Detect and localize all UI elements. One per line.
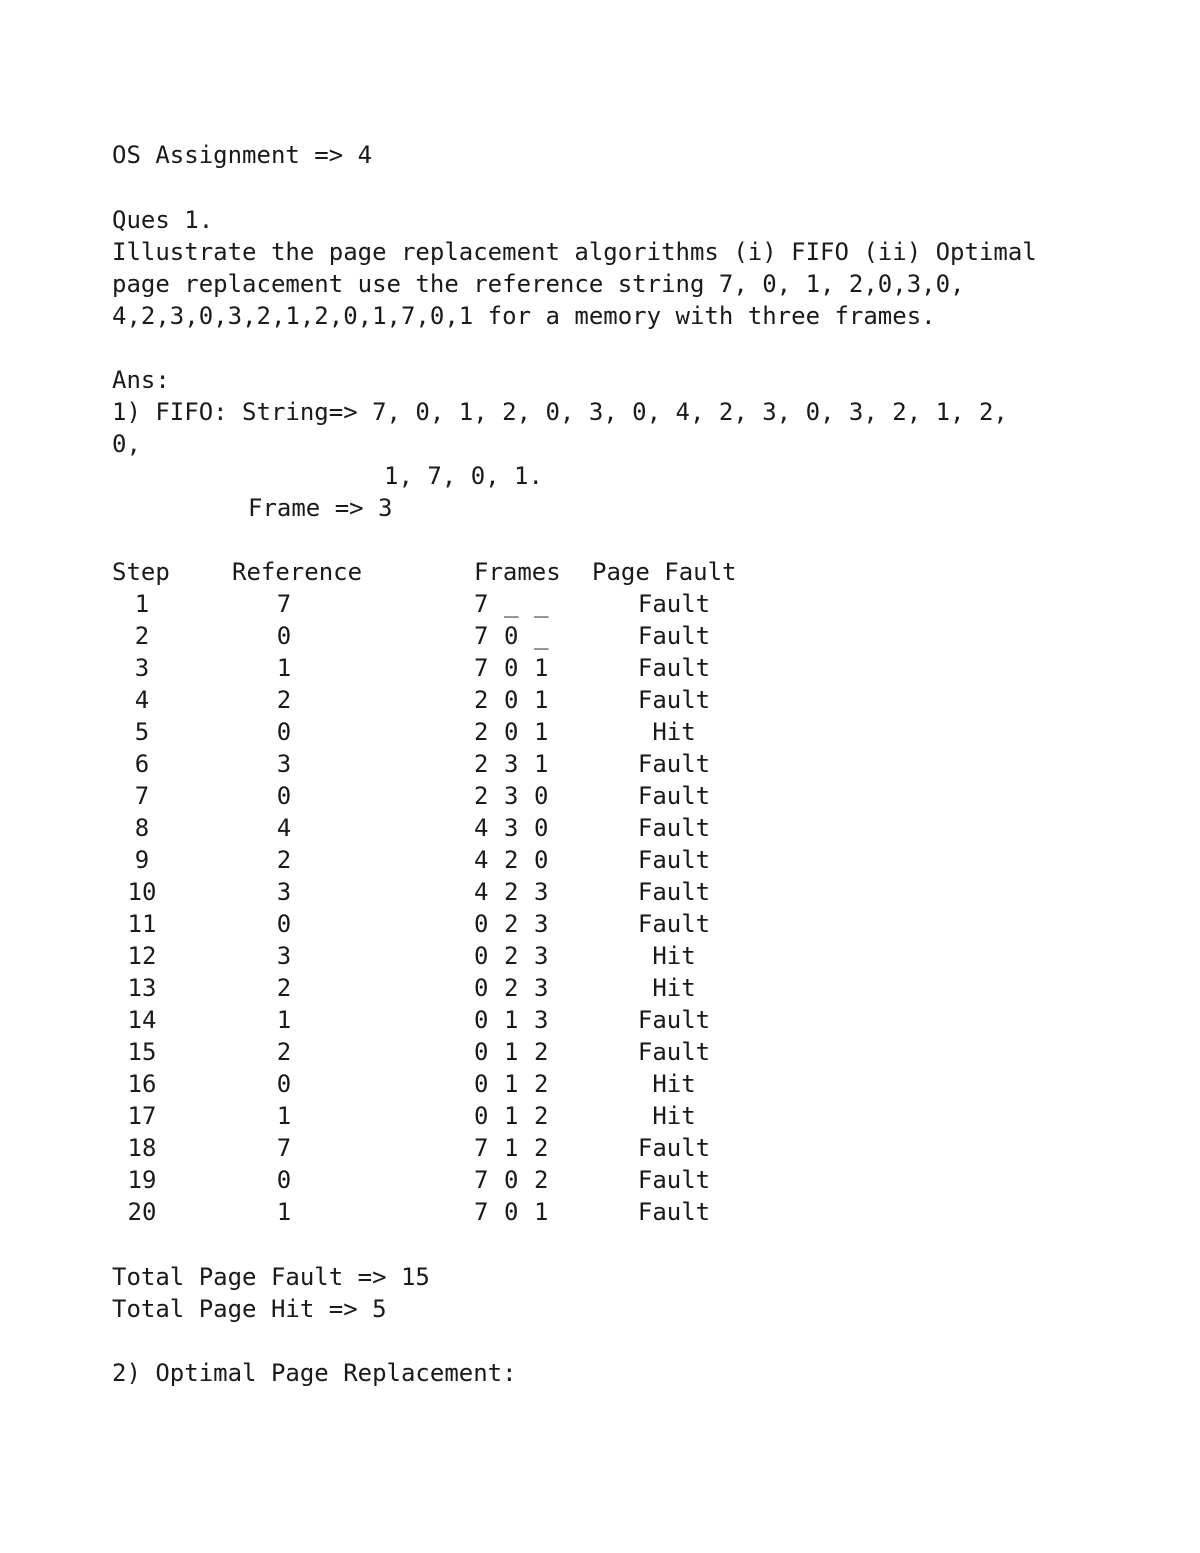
frame-slot: 3 (504, 782, 519, 810)
table-cell-step: 1 (134, 590, 150, 618)
table-cell-step: 4 (134, 686, 150, 714)
table-cell-frames (474, 844, 564, 876)
frame-slot: 0 (504, 718, 519, 746)
frame-slot: 1 (504, 1006, 519, 1034)
table-cell-frames (474, 812, 564, 844)
table-cell-reference: 3 (276, 942, 292, 970)
table-cell-frames (474, 876, 564, 908)
frame-slot: 7 (474, 590, 489, 618)
table-cell-reference: 7 (276, 590, 292, 618)
frame-slot: 2 (474, 718, 489, 746)
frame-slot: 1 (504, 1134, 519, 1162)
frame-slot: 7 (474, 1166, 489, 1194)
table-cell-reference: 0 (276, 1070, 292, 1098)
frame-slot: 3 (504, 814, 519, 842)
frame-slot: 4 (474, 878, 489, 906)
frame-slot: 1 (534, 750, 549, 778)
table-cell-reference: 0 (276, 622, 292, 650)
answer-label: Ans: (112, 366, 170, 394)
frame-slot: 2 (534, 1134, 549, 1162)
total-page-hit: Total Page Hit => 5 (112, 1295, 387, 1323)
table-cell-page-fault: Fault (637, 686, 711, 714)
table-cell-frames (474, 652, 564, 684)
table-cell-reference: 1 (276, 1102, 292, 1130)
frame-slot: 0 (474, 1102, 489, 1130)
table-cell-reference: 4 (276, 814, 292, 842)
table-cell-reference: 3 (276, 750, 292, 778)
frame-slot: 0 (474, 942, 489, 970)
table-cell-frames (474, 940, 564, 972)
table-cell-step: 9 (134, 846, 150, 874)
frame-slot: 2 (504, 942, 519, 970)
frame-slot: 0 (534, 846, 549, 874)
table-cell-page-fault: Fault (637, 1166, 711, 1194)
table-cell-step: 2 (134, 622, 150, 650)
table-cell-frames (474, 780, 564, 812)
table-cell-page-fault: Fault (637, 750, 711, 778)
frame-slot: _ (534, 622, 549, 650)
table-cell-reference: 0 (276, 782, 292, 810)
frame-slot: 1 (504, 1102, 519, 1130)
table-cell-step: 12 (127, 942, 157, 970)
frame-slot: 3 (534, 878, 549, 906)
table-cell-reference: 2 (276, 686, 292, 714)
table-cell-frames (474, 1068, 564, 1100)
table-cell-reference: 2 (276, 1038, 292, 1066)
optimal-heading: 2) Optimal Page Replacement: (112, 1359, 517, 1387)
frame-slot: 7 (474, 622, 489, 650)
table-cell-reference: 7 (276, 1134, 292, 1162)
frame-slot: 2 (474, 750, 489, 778)
table-cell-reference: 1 (276, 1006, 292, 1034)
table-cell-step: 10 (127, 878, 157, 906)
frame-slot: 0 (474, 1006, 489, 1034)
table-header-page-fault: Page Fault (592, 558, 737, 586)
frame-slot: 2 (474, 686, 489, 714)
table-cell-page-fault: Fault (637, 1134, 711, 1162)
table-cell-step: 11 (127, 910, 157, 938)
table-cell-frames (474, 1004, 564, 1036)
total-page-fault: Total Page Fault => 15 (112, 1263, 430, 1291)
table-cell-page-fault: Fault (637, 1198, 711, 1226)
table-cell-page-fault: Fault (637, 878, 711, 906)
table-cell-reference: 2 (276, 974, 292, 1002)
table-cell-reference: 1 (276, 1198, 292, 1226)
frame-slot: 0 (474, 910, 489, 938)
frame-slot: 1 (504, 1038, 519, 1066)
frame-slot: 2 (474, 782, 489, 810)
table-cell-page-fault: Fault (637, 590, 711, 618)
table-cell-page-fault: Fault (637, 654, 711, 682)
table-cell-frames (474, 972, 564, 1004)
table-cell-frames (474, 684, 564, 716)
frame-slot: 4 (474, 814, 489, 842)
frame-slot: 0 (504, 1198, 519, 1226)
frame-slot: 2 (534, 1038, 549, 1066)
table-cell-page-fault: Fault (637, 1038, 711, 1066)
table-cell-step: 16 (127, 1070, 157, 1098)
table-cell-page-fault: Fault (637, 846, 711, 874)
question-text-line-3: 4,2,3,0,3,2,1,2,0,1,7,0,1 for a memory with three frames. (112, 302, 936, 330)
frame-slot: 2 (504, 846, 519, 874)
frame-slot: 3 (534, 1006, 549, 1034)
table-cell-step: 17 (127, 1102, 157, 1130)
frame-slot: 7 (474, 1134, 489, 1162)
table-cell-frames (474, 716, 564, 748)
frame-slot: 3 (504, 750, 519, 778)
frame-slot: 3 (534, 942, 549, 970)
table-cell-step: 8 (134, 814, 150, 842)
frame-slot: 0 (474, 1070, 489, 1098)
frame-slot: 0 (474, 974, 489, 1002)
frame-slot: 0 (534, 814, 549, 842)
frame-slot: 3 (534, 910, 549, 938)
table-cell-reference: 2 (276, 846, 292, 874)
table-cell-reference: 0 (276, 1166, 292, 1194)
frame-slot: 1 (534, 1198, 549, 1226)
document-title: OS Assignment => 4 (112, 141, 373, 169)
frame-slot: 2 (534, 1166, 549, 1194)
table-header-reference: Reference (232, 558, 363, 586)
frame-slot: 0 (504, 1166, 519, 1194)
table-cell-frames (474, 588, 564, 620)
table-cell-page-fault: Hit (652, 942, 696, 970)
frame-slot: 2 (534, 1102, 549, 1130)
table-cell-page-fault: Fault (637, 622, 711, 650)
table-cell-reference: 1 (276, 654, 292, 682)
table-cell-reference: 3 (276, 878, 292, 906)
frame-slot: 1 (534, 654, 549, 682)
frame-slot: 3 (534, 974, 549, 1002)
table-cell-step: 14 (127, 1006, 157, 1034)
table-cell-frames (474, 1196, 564, 1228)
frame-slot: 1 (534, 686, 549, 714)
table-cell-page-fault: Hit (652, 1070, 696, 1098)
frame-slot: _ (534, 590, 549, 618)
frame-slot: 2 (504, 910, 519, 938)
table-cell-frames (474, 1164, 564, 1196)
table-cell-page-fault: Hit (652, 718, 696, 746)
frame-count: Frame => 3 (248, 494, 393, 522)
frame-slot: 0 (534, 782, 549, 810)
question-text-line-2: page replacement use the reference string 7, 0, 1, 2,0,3,0, (112, 270, 965, 298)
frame-slot: 4 (474, 846, 489, 874)
table-cell-frames (474, 620, 564, 652)
table-cell-step: 6 (134, 750, 150, 778)
fifo-string-line-3: 1, 7, 0, 1. (384, 462, 543, 490)
table-cell-step: 18 (127, 1134, 157, 1162)
question-label: Ques 1. (112, 206, 214, 234)
table-cell-page-fault: Fault (637, 1006, 711, 1034)
table-cell-page-fault: Fault (637, 782, 711, 810)
frame-slot: 1 (504, 1070, 519, 1098)
table-header-step: Step (112, 558, 170, 586)
table-cell-step: 3 (134, 654, 150, 682)
table-header-frames: Frames (474, 558, 561, 586)
frame-slot: 7 (474, 1198, 489, 1226)
table-cell-step: 7 (134, 782, 150, 810)
frame-slot: 2 (504, 974, 519, 1002)
frame-slot: 2 (504, 878, 519, 906)
fifo-string-line-1: 1) FIFO: String=> 7, 0, 1, 2, 0, 3, 0, 4, 2, 3, 0, 3, 2, 1, 2, (112, 398, 1008, 426)
table-cell-reference: 0 (276, 910, 292, 938)
frame-slot: 0 (504, 622, 519, 650)
frame-slot: 0 (474, 1038, 489, 1066)
table-cell-step: 5 (134, 718, 150, 746)
table-cell-step: 20 (127, 1198, 157, 1226)
frame-slot: 7 (474, 654, 489, 682)
table-cell-reference: 0 (276, 718, 292, 746)
table-cell-page-fault: Hit (652, 974, 696, 1002)
frame-slot: 0 (504, 686, 519, 714)
fifo-string-line-2: 0, (112, 430, 141, 458)
frame-slot: 1 (534, 718, 549, 746)
table-cell-page-fault: Fault (637, 910, 711, 938)
table-cell-frames (474, 748, 564, 780)
table-cell-frames (474, 908, 564, 940)
table-cell-page-fault: Hit (652, 1102, 696, 1130)
table-cell-frames (474, 1036, 564, 1068)
table-cell-frames (474, 1132, 564, 1164)
table-cell-step: 13 (127, 974, 157, 1002)
table-cell-frames (474, 1100, 564, 1132)
question-text-line-1: Illustrate the page replacement algorithms (i) FIFO (ii) Optimal (112, 238, 1037, 266)
table-cell-page-fault: Fault (637, 814, 711, 842)
frame-slot: _ (504, 590, 519, 618)
table-cell-step: 19 (127, 1166, 157, 1194)
frame-slot: 2 (534, 1070, 549, 1098)
frame-slot: 0 (504, 654, 519, 682)
table-cell-step: 15 (127, 1038, 157, 1066)
